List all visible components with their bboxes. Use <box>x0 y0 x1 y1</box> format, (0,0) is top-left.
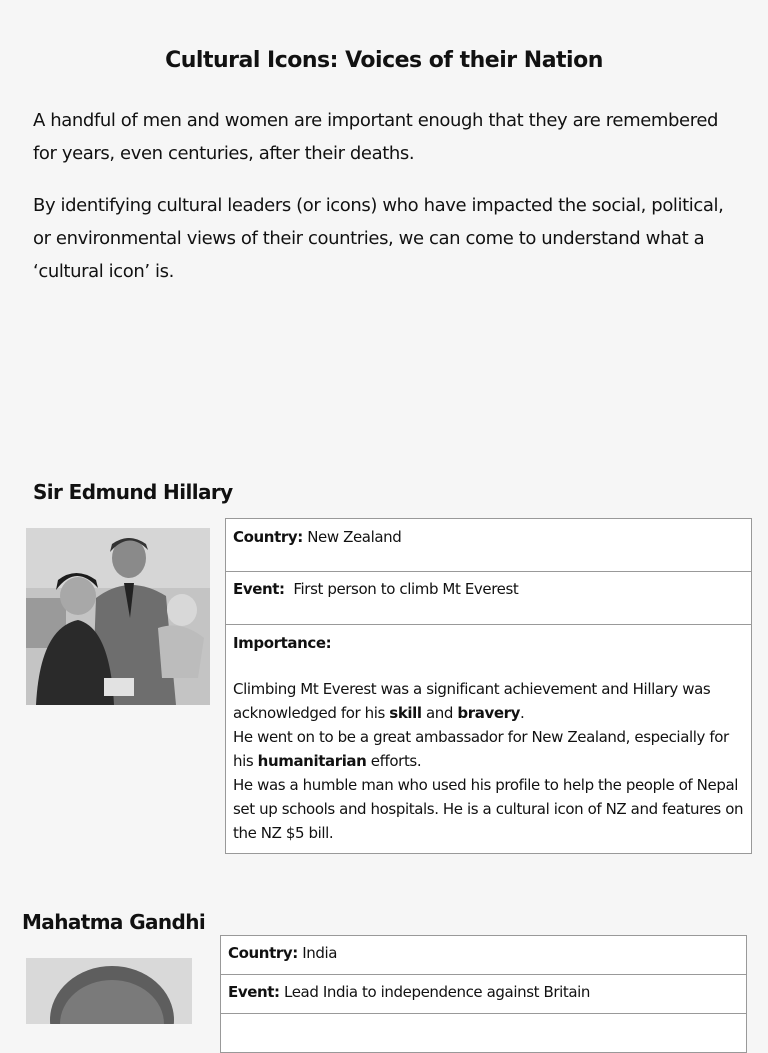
importance-text-1e: . <box>520 704 525 722</box>
importance-label: Importance: <box>233 634 332 652</box>
country-row <box>226 519 752 572</box>
importance-text-3: He was a humble man who used his profile to help the people of Nepal set up schools and hospitals. He is a cultural icon of NZ and features on the NZ $5 bill. <box>233 776 744 842</box>
event-value: Lead India to independence against Britain <box>284 983 591 1001</box>
importance-text-2a: He went on to be a great ambassador for New Zealand, especially for his <box>233 728 729 770</box>
importance-text-1c: and <box>421 704 458 722</box>
hillary-family-photo <box>26 528 210 705</box>
importance-row <box>226 625 752 854</box>
country-label: Country: <box>233 528 303 546</box>
event-value: First person to climb Mt Everest <box>293 580 519 598</box>
country-row <box>221 936 747 975</box>
country-value: India <box>302 944 338 962</box>
page-title: Cultural Icons: Voices of their Nation <box>165 48 603 73</box>
importance-row <box>221 1014 747 1053</box>
importance-text <box>233 677 744 853</box>
intro-paragraph-2: By identifying cultural leaders (or icons) who have impacted the social, political, or environmental views of their countries, we can come to understand what a ‘cultural icon’ is. <box>33 195 724 282</box>
importance-skill: skill <box>389 704 422 722</box>
importance-humanitarian: humanitarian <box>257 752 367 770</box>
hillary-info-table <box>225 518 752 854</box>
gandhi-info-table <box>220 935 747 1053</box>
event-row <box>221 975 747 1014</box>
event-row <box>226 572 752 625</box>
gandhi-photo <box>26 958 192 1024</box>
country-value: New Zealand <box>307 528 402 546</box>
event-label: Event: <box>228 983 280 1001</box>
country-label: Country: <box>228 944 298 962</box>
hillary-name-heading: Sir Edmund Hillary <box>33 480 233 504</box>
event-label: Event: <box>233 580 285 598</box>
importance-text-2c: efforts. <box>366 752 422 770</box>
intro-paragraph-1: A handful of men and women are important enough that they are remembered for years, even centuries, after their deaths. <box>33 110 719 164</box>
importance-bravery: bravery <box>457 704 520 722</box>
importance-text-1a: Climbing Mt Everest was a significant achievement and Hillary was acknowledged for his <box>233 680 711 722</box>
gandhi-name-heading: Mahatma Gandhi <box>22 910 206 934</box>
